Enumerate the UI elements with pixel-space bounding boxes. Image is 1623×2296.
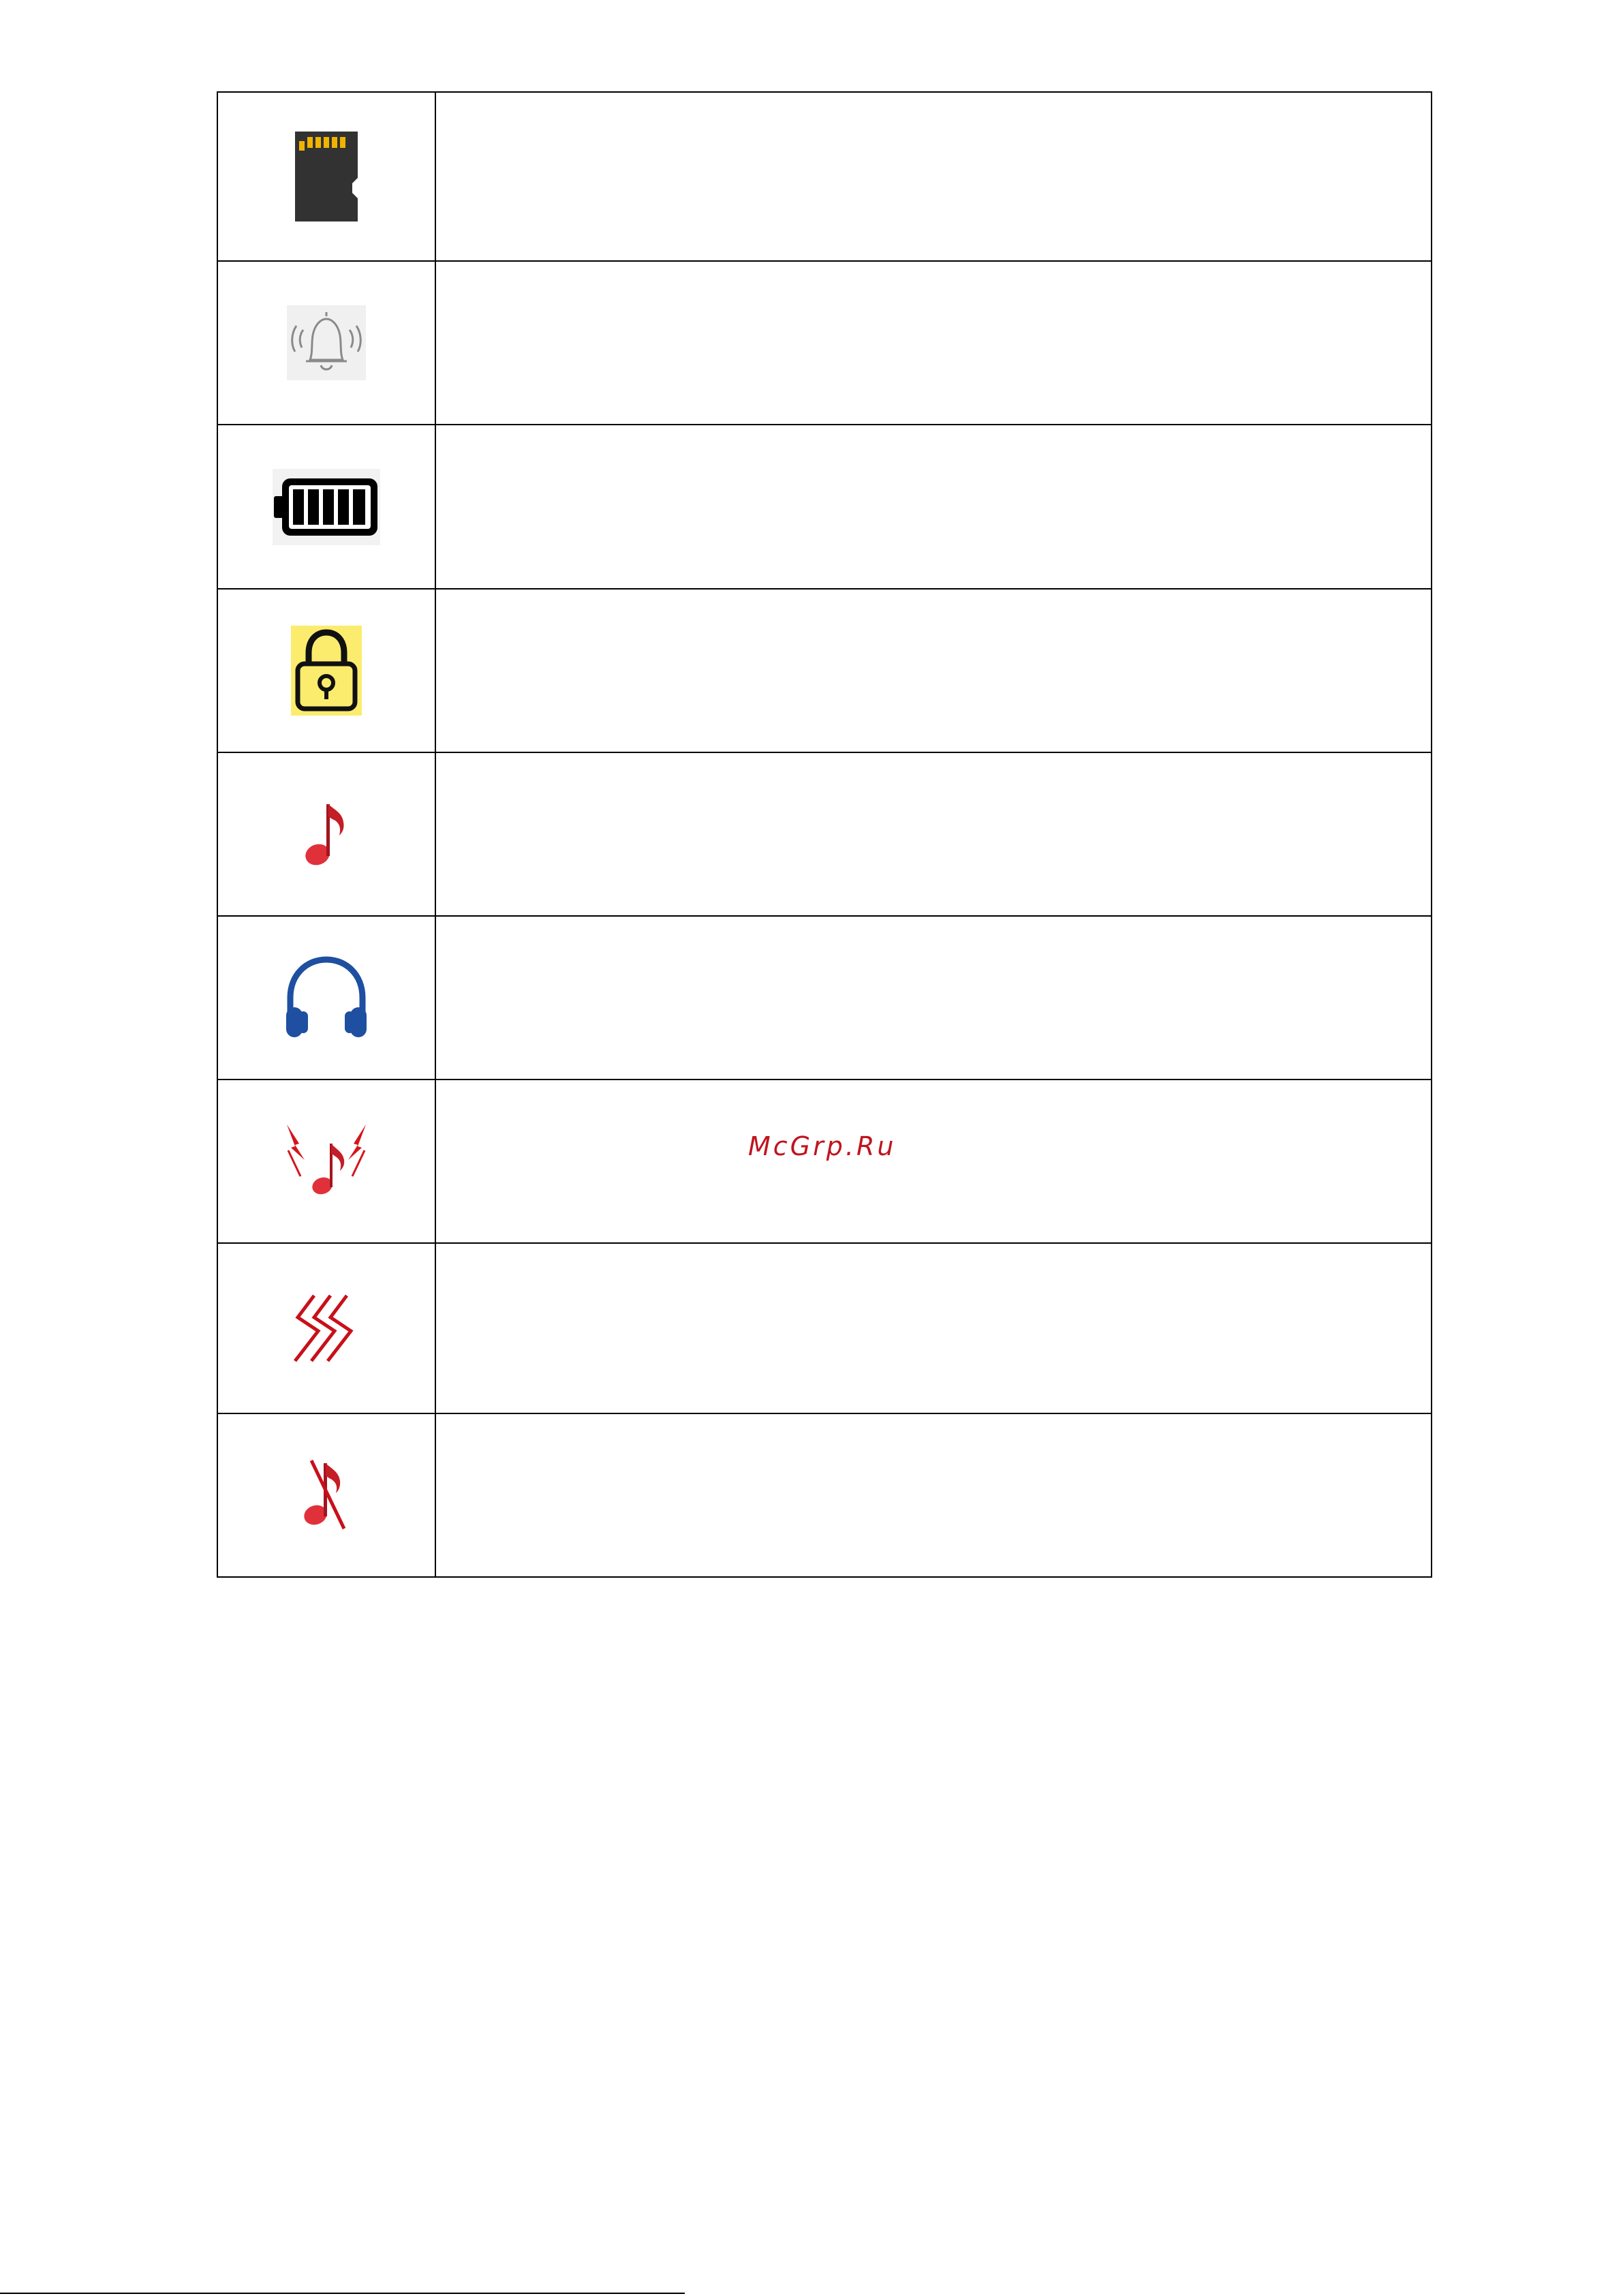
table-row [217,1080,1432,1243]
table-row [217,92,1432,261]
microsd-card-icon [291,132,362,221]
table-row [217,261,1432,425]
icon-cell [217,425,435,589]
description-cell [435,916,1432,1080]
table-row [217,752,1432,916]
table-row [217,1413,1432,1577]
icon-cell [217,589,435,752]
table-row [217,425,1432,589]
headphones-icon [282,954,371,1041]
icon-cell [217,261,435,425]
description-cell [435,261,1432,425]
icon-cell [217,1080,435,1243]
icon-cell [217,92,435,261]
music-vibrate-icon [284,1123,369,1199]
vibrate-icon [291,1293,362,1364]
battery-full-icon [273,469,380,545]
music-note-icon [303,800,350,868]
description-cell [435,589,1432,752]
description-cell [435,1413,1432,1577]
icon-cell [217,752,435,916]
icon-cell [217,1243,435,1413]
table-row [217,916,1432,1080]
description-cell [435,92,1432,261]
watermark-text: McGrp.Ru [748,1131,897,1161]
table-row [217,1243,1432,1413]
footer-divider [0,2293,685,2294]
table-row [217,589,1432,752]
description-cell [435,425,1432,589]
alarm-bell-icon [287,305,366,380]
icon-cell [217,916,435,1080]
description-cell [435,752,1432,916]
description-cell [435,1243,1432,1413]
icon-cell [217,1413,435,1577]
description-cell [435,1080,1432,1243]
music-off-icon [299,1458,354,1533]
status-icon-table [217,91,1432,1578]
lock-icon [291,626,362,716]
